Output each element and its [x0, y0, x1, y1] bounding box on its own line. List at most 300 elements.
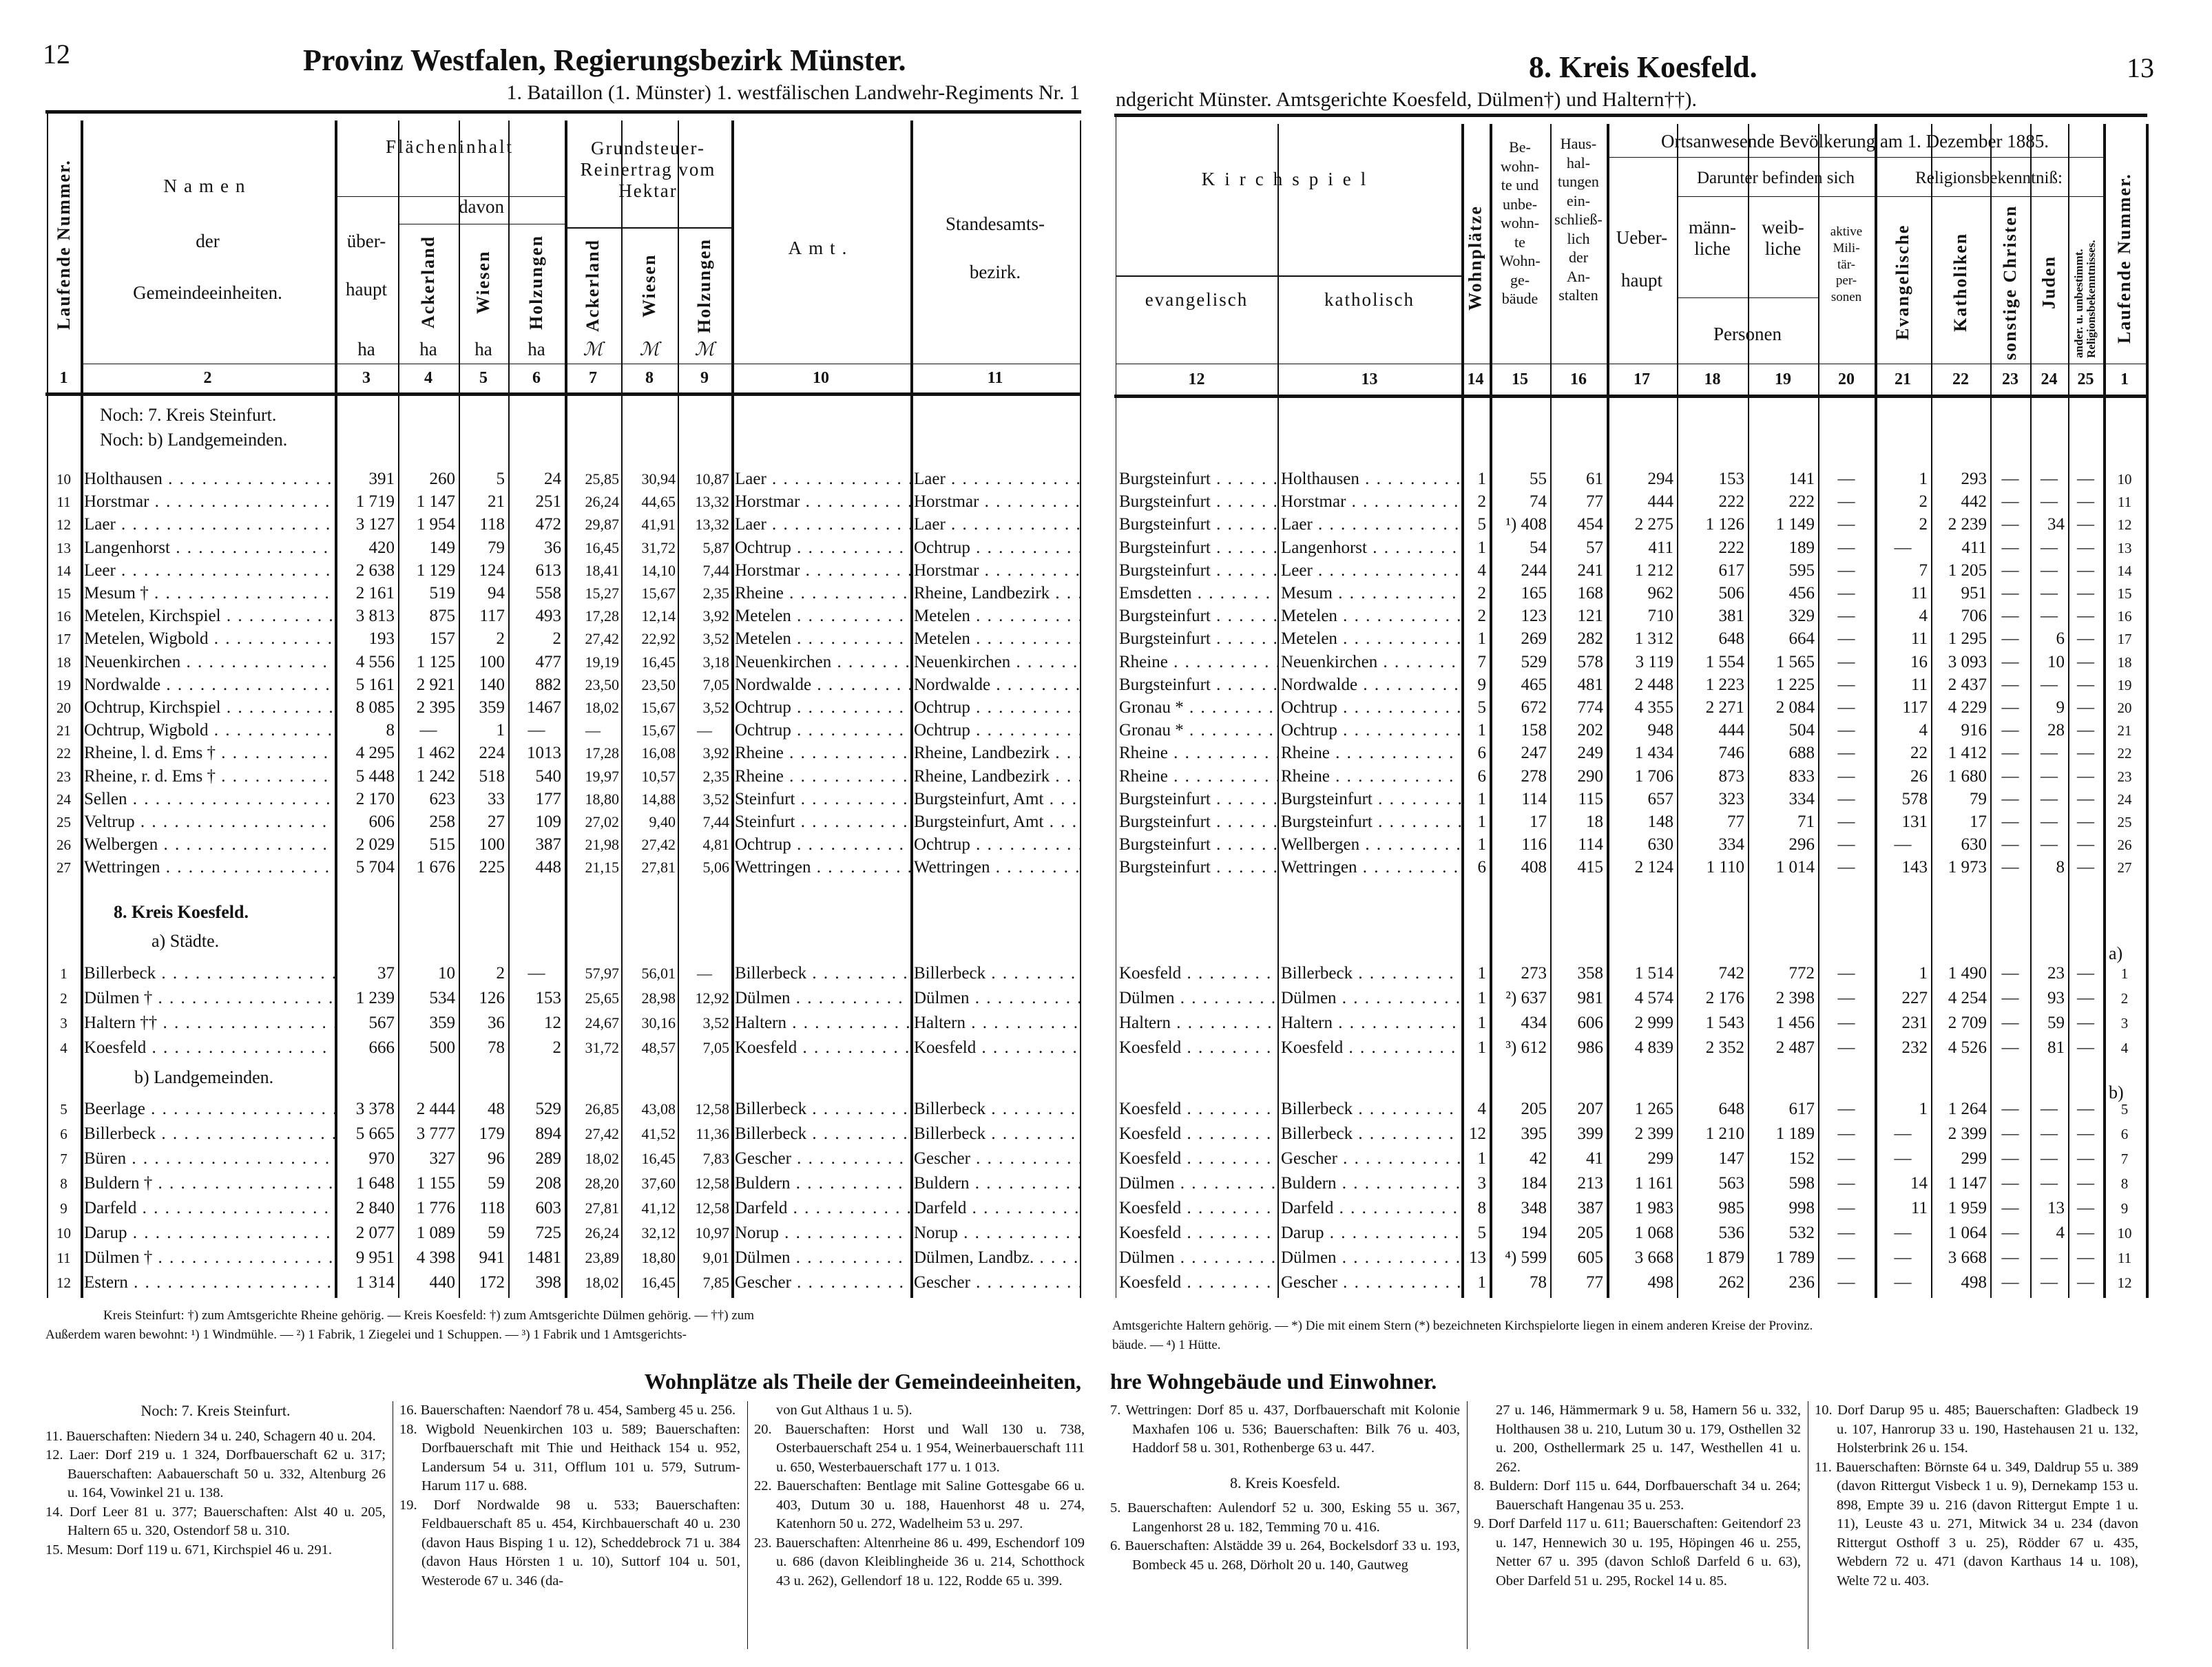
table-cell: — — [2001, 1174, 2019, 1193]
table-cell: 664 — [1788, 629, 1815, 649]
unit-mark: ℳ — [583, 339, 603, 359]
table-cell: 12 — [56, 516, 71, 534]
column-number: 19 — [1775, 370, 1791, 388]
table-cell: 2 — [1477, 607, 1486, 626]
table-cell: 96 — [488, 1149, 505, 1168]
table-cell: 48,57 — [641, 1039, 676, 1056]
table-cell: 184 — [1521, 1174, 1547, 1193]
table-cell: 48 — [488, 1100, 505, 1118]
table-cell: Rheine, r. d. Ems † . . . — [81, 766, 335, 788]
table-cell: 2,35 — [702, 767, 729, 785]
table-cell: 269 — [1521, 629, 1547, 649]
table-cell: 18,02 — [585, 1274, 619, 1291]
table-cell: Rheine . . . — [1116, 766, 1277, 788]
table-cell: Metelen . . . — [731, 628, 910, 650]
table-cell: 13,32 — [695, 516, 729, 534]
column-number: 22 — [1952, 370, 1969, 388]
wohnplatz-entry: 23. Bauerschaften: Altenrheine 86 u. 499, Eschendorf 109 u. 686 (davon Kleiblingheide 36 u. 214, Schotthock 43 u. 262), Gellendorf 18 u. 122, Rodde 65 u. 399. — [754, 1535, 1085, 1589]
table-cell: 1 189 — [1775, 1124, 1815, 1143]
table-cell: 578 — [1577, 652, 1603, 671]
table-cell: 222 — [1718, 538, 1744, 557]
table-cell: 411 — [1648, 538, 1673, 557]
table-cell: Dülmen, Landbz. . . . — [910, 1247, 1080, 1269]
table-cell: 630 — [1961, 835, 1987, 855]
table-cell: 147 — [1718, 1149, 1744, 1168]
table-cell: 17 — [1530, 812, 1547, 831]
table-cell: 19,97 — [585, 767, 619, 785]
table-cell: 5 665 — [355, 1124, 395, 1143]
table-cell: Burgsteinfurt . . . — [1116, 674, 1277, 696]
table-cell: 74 — [1530, 492, 1547, 512]
table-cell: Burgsteinfurt . . . — [1116, 857, 1277, 879]
table-cell: 77 — [1586, 492, 1603, 512]
table-cell: 1 490 — [1948, 964, 1987, 983]
table-cell: Gescher . . . — [731, 1272, 910, 1294]
column-number: 17 — [1634, 370, 1650, 388]
table-cell: 970 — [368, 1149, 395, 1168]
table-cell: 1 514 — [1634, 964, 1673, 983]
table-cell: 28 — [2047, 721, 2065, 740]
wohnplatz-entry: 18. Wigbold Neuenkirchen 103 u. 589; Bauerschaften: Dorfbauerschaft mit Thie und Heithack 154 u. 952, Landersum 54 u. 311, Offlum 101 u. 579, Sutrum-Harum 117 u. 688. — [399, 1421, 740, 1493]
table-cell: 57 — [1586, 538, 1603, 557]
table-cell: 1 — [1477, 1014, 1486, 1032]
table-cell: Haltern †† . . . — [81, 1012, 335, 1034]
table-cell: 1 412 — [1948, 744, 1987, 763]
table-cell: Rheine . . . — [1277, 766, 1461, 788]
page-subtitle-left: 1. Bataillon (1. Münster) 1. westfälischen Landwehr-Regiments Nr. 1 — [506, 81, 1080, 104]
table-cell: 2 638 — [355, 560, 395, 580]
table-cell: 7 — [1919, 560, 1928, 580]
table-cell: Metelen, Wigbold . . . — [81, 628, 335, 650]
unit-mark: ℳ — [694, 339, 715, 359]
table-cell: 25,65 — [585, 989, 619, 1007]
table-cell: 4 — [1477, 560, 1486, 580]
table-cell: 8 — [2056, 858, 2065, 877]
table-cell: 3,52 — [702, 630, 729, 648]
table-cell: Gescher . . . — [910, 1272, 1080, 1294]
table-cell: 2 840 — [355, 1199, 395, 1217]
table-cell: 13 — [2117, 539, 2132, 556]
table-cell: 124 — [479, 560, 505, 580]
table-cell: 8 — [2120, 1175, 2129, 1192]
header-katholiken: Katholiken — [1950, 232, 1970, 333]
column-divider — [2146, 124, 2149, 1298]
table-cell: 17,28 — [585, 744, 619, 762]
table-cell: 114 — [1521, 789, 1547, 808]
table-cell: 5 — [1477, 1224, 1486, 1242]
table-cell: — — [1837, 538, 1855, 557]
table-cell: 41,12 — [641, 1199, 676, 1217]
table-cell: 1 126 — [1705, 515, 1744, 534]
table-cell: 20 — [2117, 700, 2132, 716]
table-cell: 774 — [1577, 698, 1603, 717]
table-cell: 54 — [1530, 538, 1547, 557]
table-cell: Langenhorst . . . — [81, 537, 335, 559]
column-number: 8 — [645, 369, 654, 387]
table-cell: 1 959 — [1948, 1199, 1987, 1217]
table-cell: Laer . . . — [81, 514, 335, 536]
table-cell: 16,08 — [641, 744, 676, 762]
table-cell: 1 — [1477, 812, 1486, 831]
column-separator — [747, 1401, 748, 1649]
table-cell: Steinfurt . . . — [731, 788, 910, 810]
table-cell: Burgsteinfurt . . . — [1277, 788, 1461, 810]
table-cell: — — [1837, 1273, 1855, 1292]
table-cell: 8 — [1477, 1199, 1486, 1217]
table-cell: 2 — [496, 964, 505, 983]
table-cell: 5,87 — [702, 538, 729, 556]
table-cell: — — [1837, 744, 1855, 763]
section-staedte: a) Städte. — [152, 931, 220, 951]
table-cell: Burgsteinfurt . . . — [1116, 514, 1277, 536]
table-cell: 1 — [2120, 965, 2129, 982]
table-cell: 16 — [1910, 652, 1928, 671]
table-cell: 1 — [1477, 1273, 1486, 1292]
table-cell: 37 — [377, 964, 395, 983]
table-cell: Burgsteinfurt . . . — [1116, 811, 1277, 833]
table-cell: — — [2077, 835, 2094, 855]
table-cell: 1 — [1919, 470, 1928, 488]
table-cell: 1 312 — [1634, 629, 1673, 649]
table-cell: 18,80 — [641, 1249, 676, 1266]
table-cell: 1 147 — [1948, 1174, 1987, 1193]
table-cell: 5 — [1477, 698, 1486, 717]
table-cell: 444 — [1647, 492, 1673, 512]
table-cell: 7,05 — [702, 675, 729, 693]
table-cell: — — [2001, 629, 2019, 649]
table-cell: Metelen . . . — [1277, 628, 1461, 650]
table-cell: 27 — [56, 859, 71, 877]
header-ackerland-ertrag: Ackerland — [583, 239, 603, 333]
table-cell: 123 — [1521, 607, 1547, 626]
table-cell: 249 — [1577, 744, 1603, 763]
table-cell: Darup . . . — [1277, 1222, 1461, 1244]
table-cell: 79 — [488, 538, 505, 557]
table-cell: 25 — [2117, 814, 2132, 830]
table-cell: Koesfeld . . . — [1116, 1222, 1277, 1244]
table-cell: 27,42 — [585, 630, 619, 648]
table-cell: 746 — [1718, 744, 1744, 763]
table-cell: 16,45 — [641, 1150, 676, 1167]
table-cell: 236 — [1788, 1273, 1815, 1292]
table-cell: 2 — [1477, 584, 1486, 602]
table-cell: 9 — [1477, 675, 1486, 694]
table-cell: Billerbeck . . . — [731, 1098, 910, 1120]
table-cell: 23,89 — [585, 1249, 619, 1266]
column-number: 7 — [589, 369, 597, 387]
table-cell: Estern . . . — [81, 1272, 335, 1294]
table-cell: — — [2041, 538, 2058, 557]
header-laufende-nummer-right: Laufende Nummer. — [2114, 173, 2134, 344]
table-cell: Dülmen † . . . — [81, 987, 335, 1009]
table-cell: 116 — [1521, 835, 1547, 855]
table-cell: — — [1837, 1224, 1855, 1242]
table-cell: 3 813 — [355, 607, 395, 626]
table-cell: — — [2077, 698, 2094, 717]
table-cell: 15 — [56, 585, 71, 602]
table-cell: 260 — [429, 470, 455, 488]
table-cell: 34 — [2047, 515, 2065, 534]
table-cell: Nordwalde . . . — [81, 674, 335, 696]
table-cell: Gescher . . . — [1277, 1272, 1461, 1294]
table-cell: 14 — [56, 562, 71, 579]
table-cell: — — [2001, 492, 2019, 512]
table-cell: 1 265 — [1634, 1100, 1673, 1118]
table-cell: 1013 — [527, 744, 561, 763]
table-cell: 6 — [1477, 858, 1486, 877]
table-cell: 1 — [1477, 721, 1486, 740]
table-cell: 16,45 — [641, 1274, 676, 1291]
table-cell: 3 378 — [355, 1100, 395, 1118]
wohnplatz-entry: 22. Bauerschaften: Bentlage mit Saline Gottesgabe 66 u. 403, Dutum 30 u. 188, Hauenhorst 48 u. 274, Katenhorn 50 u. 272, Wadelheim 53 u. 297. — [754, 1478, 1085, 1531]
table-cell: 296 — [1788, 835, 1815, 855]
table-cell: 518 — [479, 766, 505, 786]
table-cell: 10,97 — [695, 1224, 729, 1241]
table-cell: 706 — [1961, 607, 1987, 626]
table-cell: — — [2001, 1149, 2019, 1168]
table-cell: Horstmar . . . — [731, 491, 910, 513]
table-cell: 19,19 — [585, 653, 619, 671]
table-cell: — — [2041, 1149, 2058, 1168]
table-cell: — — [1837, 1100, 1855, 1118]
table-cell: Dülmen . . . — [731, 987, 910, 1009]
table-cell: — — [2001, 560, 2019, 580]
table-cell: Ochtrup . . . — [731, 834, 910, 856]
table-cell: — — [2001, 698, 2019, 717]
header-rule — [1875, 196, 2103, 197]
unit-ha: ha — [357, 339, 375, 359]
table-cell: Dülmen † . . . — [81, 1247, 335, 1269]
header-flaecheninhalt: Flächeninhalt — [386, 136, 514, 157]
table-cell: Burgsteinfurt, Amt . . . — [910, 811, 1080, 833]
table-cell: — — [2077, 538, 2094, 557]
table-cell: 18,41 — [585, 561, 619, 579]
table-cell: 7 — [1477, 652, 1486, 671]
table-cell: 327 — [429, 1149, 455, 1168]
table-cell: 359 — [429, 1014, 455, 1032]
table-cell: 25,85 — [585, 470, 619, 487]
table-cell: 534 — [429, 989, 455, 1007]
table-cell: Horstmar . . . — [81, 491, 335, 513]
table-cell: 168 — [1577, 584, 1603, 602]
table-cell: — — [2077, 789, 2094, 808]
table-cell: 2 — [1919, 515, 1928, 534]
table-cell: Haltern . . . — [731, 1012, 910, 1034]
wohnplatz-entry: 14. Dorf Leer 81 u. 377; Bauerschaften: Alst 40 u. 205, Haltern 65 u. 320, Ostendorf 58 u. 310. — [45, 1504, 386, 1538]
table-cell: 189 — [1788, 538, 1815, 557]
table-cell: 2 709 — [1948, 1014, 1987, 1032]
table-cell: 18,02 — [585, 1150, 619, 1167]
table-cell: Rheine . . . — [731, 766, 910, 788]
table-cell: — — [1837, 721, 1855, 740]
table-cell: 10 — [56, 1225, 71, 1241]
table-cell: 1 — [496, 721, 505, 740]
table-cell: 472 — [535, 515, 561, 534]
table-cell: Büren . . . — [81, 1148, 335, 1170]
table-cell: Haltern . . . — [1116, 1012, 1277, 1034]
header-gemeindeeinheiten: Gemeindeeinheiten. — [133, 282, 282, 303]
table-cell: 941 — [479, 1248, 505, 1267]
header-grundsteuer: Grundsteuer-Reinertrag vom Hektar — [580, 138, 716, 202]
table-cell: 540 — [535, 766, 561, 786]
table-cell: 725 — [535, 1224, 561, 1242]
table-cell: 1 456 — [1775, 1014, 1815, 1032]
table-cell: 1 434 — [1634, 744, 1673, 763]
table-cell: 10 — [2117, 1225, 2132, 1241]
table-cell: 1 — [1919, 964, 1928, 983]
table-cell: Haltern . . . — [910, 1012, 1080, 1034]
table-cell: 2 275 — [1634, 515, 1673, 534]
table-cell: 1 125 — [416, 652, 455, 671]
page-title-right: 8. Kreis Koesfeld. — [1529, 50, 1757, 84]
table-cell: 7 — [60, 1151, 67, 1167]
table-cell: 833 — [1788, 766, 1815, 786]
table-cell: 873 — [1718, 766, 1744, 786]
wohnplatz-entry: 8. Buldern: Dorf 115 u. 644, Dorfbauerschaft 34 u. 264; Bauerschaft Hangenau 35 u. 253. — [1474, 1478, 1801, 1513]
table-cell: — — [1837, 470, 1855, 488]
table-cell: 4 526 — [1948, 1038, 1987, 1057]
table-cell: 262 — [1718, 1273, 1744, 1292]
wohnplatz-entry: 11. Bauerschaften: Börnste 64 u. 349, Daldrup 55 u. 389 (davon Rittergut Visbeck 1 u. 9), Dernekamp 153 u. 898, Empte 39 u. 216 (davon Rittergut Empte 1 u. 11), Leuste 43 u. 271, Mitwick 34 u. 234 (davon Rittergut Osthoff 3 u. 25), Rödder 67 u. 435, Webdern 72 u. 471 (davon Karthaus 14 u. 108), Welte 72 u. 403. — [1815, 1459, 2138, 1589]
table-cell: 208 — [535, 1174, 561, 1193]
table-cell: 258 — [429, 812, 455, 831]
table-cell: Nordwalde . . . — [731, 674, 910, 696]
table-cell: — — [2041, 766, 2058, 786]
header-weibliche: weib- liche — [1762, 217, 1804, 260]
header-standesamt-2: bezirk. — [969, 262, 1021, 282]
table-cell: 77 — [1586, 1273, 1603, 1292]
table-cell: — — [2077, 1174, 2094, 1193]
table-cell: 323 — [1718, 789, 1744, 808]
table-cell: — — [2001, 675, 2019, 694]
entry-continuation: 27 u. 146, Hämmermark 9 u. 58, Hamern 56 u. 332, Holthausen 38 u. 210, Lutum 30 u. 179, Osthellen 32 u. 200, Osthellermark 25 u. 147, Westhellen 41 u. 262. — [1496, 1403, 1801, 1475]
table-cell: Wettringen . . . — [81, 857, 335, 879]
table-cell: 448 — [535, 858, 561, 877]
header-maennliche: männ- liche — [1689, 217, 1736, 260]
table-cell: 981 — [1577, 989, 1603, 1007]
header-ander-religion: ander. u. unbestimmt. Religionsbekenntnisses. — [2072, 240, 2098, 358]
table-cell: 23,50 — [585, 675, 619, 693]
table-cell: — — [2001, 744, 2019, 763]
table-cell: 12,14 — [641, 607, 676, 625]
table-cell: 11 — [1910, 675, 1928, 694]
table-cell: 1 — [1477, 470, 1486, 488]
table-cell: 1 242 — [416, 766, 455, 786]
table-cell: Dülmen . . . — [1116, 1173, 1277, 1195]
column-number: 21 — [1895, 370, 1911, 388]
table-cell: 28,20 — [585, 1175, 619, 1192]
table-cell: Dülmen . . . — [910, 987, 1080, 1009]
wohnplaetze-column — [1815, 1401, 2138, 1591]
table-cell: — — [2001, 989, 2019, 1007]
table-cell: 3 668 — [1948, 1248, 1987, 1267]
table-cell: 3 777 — [416, 1124, 455, 1143]
page-subtitle-right: ndgericht Münster. Amtsgerichte Koesfeld, Dülmen†) und Haltern††). — [1116, 88, 1697, 111]
column-heading: Noch: 7. Kreis Steinfurt. — [140, 1402, 291, 1419]
table-cell: 1 129 — [416, 560, 455, 580]
table-cell: 24 — [56, 790, 71, 808]
table-cell: Koesfeld . . . — [1116, 1148, 1277, 1170]
wohnplatz-entry: 6. Bauerschaften: Alstädde 39 u. 264, Bockelsdorf 33 u. 193, Bombeck 45 u. 268, Dörholt 20 u. 140, Gautweg — [1110, 1538, 1460, 1573]
section-landgemeinden: b) Landgemeinden. — [134, 1067, 274, 1087]
table-cell: 30,94 — [641, 470, 676, 487]
table-cell: Metelen . . . — [910, 628, 1080, 650]
table-cell: 59 — [488, 1174, 505, 1193]
table-cell: — — [2041, 1100, 2058, 1118]
table-cell: Darfeld . . . — [910, 1197, 1080, 1219]
table-cell: 15,67 — [641, 699, 676, 716]
table-cell: 498 — [1961, 1273, 1987, 1292]
table-cell: 16,45 — [585, 538, 619, 556]
table-cell: Dülmen . . . — [1116, 987, 1277, 1009]
table-cell: 1 — [1477, 1038, 1486, 1057]
table-cell: 2 352 — [1705, 1038, 1744, 1057]
table-cell: 598 — [1788, 1174, 1815, 1193]
table-cell: — — [1837, 964, 1855, 983]
table-cell: 42 — [1530, 1149, 1547, 1168]
table-cell: 26,24 — [585, 493, 619, 511]
header-juden: Juden — [2038, 255, 2059, 309]
table-cell: 772 — [1788, 964, 1815, 983]
table-cell: 289 — [535, 1149, 561, 1168]
table-cell: — — [2077, 766, 2094, 786]
table-cell: Rheine . . . — [1277, 742, 1461, 764]
table-cell: — — [697, 965, 712, 982]
table-cell: 532 — [1788, 1224, 1815, 1242]
table-cell: Burgsteinfurt . . . — [1116, 628, 1277, 650]
table-cell: 44,65 — [641, 493, 676, 511]
table-cell: — — [1837, 835, 1855, 855]
table-cell: 193 — [368, 629, 395, 649]
table-cell: 21 — [488, 492, 505, 512]
table-cell: 290 — [1577, 766, 1603, 786]
table-cell: 15 — [2117, 585, 2132, 602]
table-cell: 121 — [1577, 607, 1603, 626]
table-cell: 2 176 — [1705, 989, 1744, 1007]
table-cell: 529 — [535, 1100, 561, 1118]
table-cell: 2 — [1477, 492, 1486, 512]
table-cell: 606 — [368, 812, 395, 831]
wohnplatz-entry: 9. Dorf Darfeld 117 u. 611; Bauerschaften: Geitendorf 23 u. 147, Hennewich 30 u. 195, Höpingen 46 u. 255, Netter 67 u. 395 (davon Schloß Darfeld 6 u. 63), Ober Darfeld 51 u. 295, Rockel 14 u. 85. — [1474, 1516, 1801, 1589]
table-cell: 444 — [1718, 721, 1744, 740]
table-cell: Leer . . . — [1277, 560, 1461, 582]
table-cell: — — [2001, 652, 2019, 671]
table-cell: 2 399 — [1634, 1124, 1673, 1143]
table-cell: 26 — [2117, 837, 2132, 854]
wohnplaetze-column — [1110, 1401, 1460, 1575]
table-cell: 6 — [2120, 1126, 2129, 1142]
table-cell: 26 — [56, 837, 71, 854]
table-cell: — — [1894, 538, 1912, 557]
table-cell: 18,80 — [585, 790, 619, 808]
table-cell: 16,45 — [641, 653, 676, 671]
table-cell: — — [1837, 766, 1855, 786]
table-cell: 7 — [2120, 1151, 2129, 1167]
table-cell: 30,16 — [641, 1014, 676, 1031]
table-cell: 558 — [535, 584, 561, 602]
table-cell: 18,02 — [585, 699, 619, 716]
table-cell: — — [1894, 835, 1912, 855]
footnote-left-2: Außerdem waren bewohnt: ¹) 1 Windmühle. — ²) 1 Fabrik, 1 Ziegelei und 1 Schuppen. — ³) 1 Fabrik und 1 Amtsgerichts- — [45, 1328, 687, 1342]
table-cell: 153 — [1718, 470, 1744, 488]
table-cell: Nordwalde . . . — [1277, 674, 1461, 696]
table-cell: 115 — [1578, 789, 1603, 808]
wohnplatz-entry: 16. Bauerschaften: Naendorf 78 u. 454, Samberg 45 u. 256. — [399, 1403, 736, 1418]
table-cell: 4,81 — [702, 836, 729, 854]
table-cell: Rheine, Landbezirk . . . — [910, 742, 1080, 764]
table-cell: — — [1837, 789, 1855, 808]
table-cell: 2 — [60, 990, 67, 1007]
